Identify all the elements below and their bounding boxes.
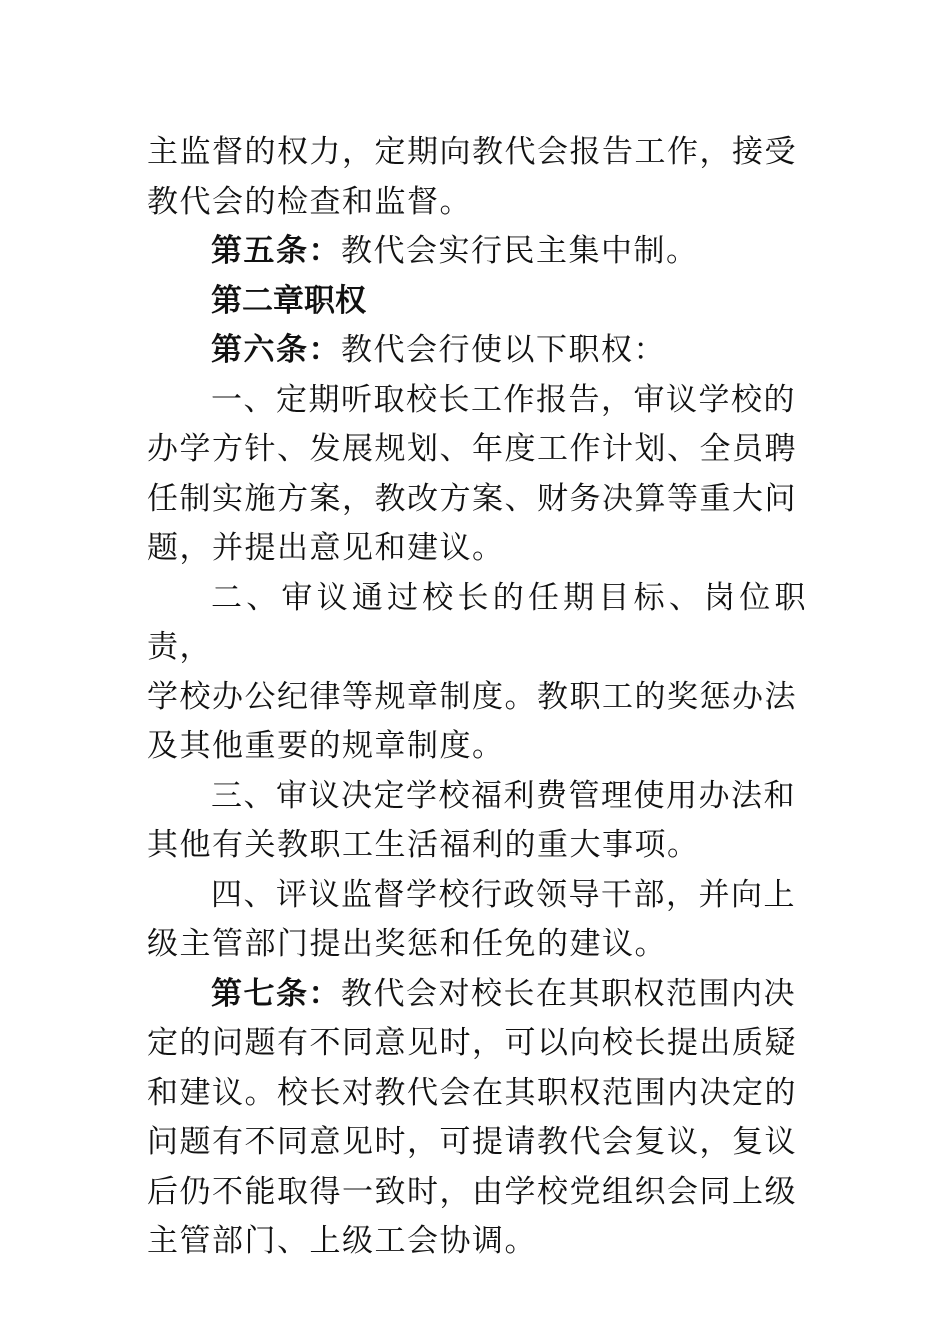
text-line: 任制实施方案，教改方案、财务决算等重大问 — [147, 480, 797, 517]
article-6-label: 第六条： — [211, 332, 341, 368]
article-5 — [147, 227, 807, 277]
text-line: 主监督的权力，定期向教代会报告工作，接受 — [147, 134, 797, 170]
power-item-3 — [147, 772, 807, 871]
article-6 — [147, 326, 807, 376]
article-7 — [147, 970, 807, 1267]
article-5-label: 第五条： — [211, 233, 341, 269]
chapter-2-title: 第二章职权 — [211, 282, 366, 319]
text-line: 题，并提出意见和建议。 — [147, 530, 505, 566]
text-line: 一、定期听取校长工作报告，审议学校的 — [211, 381, 796, 418]
text-line: 三、审议决定学校福利费管理使用办法和 — [211, 777, 796, 814]
continuation-paragraph — [147, 128, 807, 227]
text-line: 教代会对校长在其职权范围内决 — [341, 975, 796, 1012]
text-line: 学校办公纪律等规章制度。教职工的奖惩办法 — [147, 678, 797, 715]
power-item-1 — [147, 376, 807, 574]
text-line: 四、评议监督学校行政领导干部，并向上 — [211, 876, 796, 913]
text-line: 定的问题有不同意见时，可以向校长提出质疑 — [147, 1025, 797, 1061]
power-item-2 — [147, 574, 807, 772]
text-line: 和建议。校长对教代会在其职权范围内决定的 — [147, 1074, 797, 1111]
text-line: 办学方针、发展规划、年度工作计划、全员聘 — [147, 431, 797, 467]
text-line: 主管部门、上级工会协调。 — [147, 1223, 537, 1259]
article-5-text: 教代会实行民主集中制。 — [341, 233, 699, 269]
power-item-4 — [147, 871, 807, 970]
text-line: 问题有不同意见时，可提请教代会复议，复议 — [147, 1124, 797, 1160]
article-7-label: 第七条： — [211, 975, 341, 1012]
text-line: 及其他重要的规章制度。 — [147, 728, 505, 764]
text-line: 其他有关教职工生活福利的重大事项。 — [147, 827, 700, 863]
text-line: 二、审议通过校长的任期目标、岗位职责， — [147, 579, 807, 665]
text-line: 级主管部门提出奖惩和任免的建议。 — [147, 926, 667, 962]
article-6-text: 教代会行使以下职权： — [341, 332, 666, 368]
text-line: 后仍不能取得一致时，由学校党组织会同上级 — [147, 1173, 797, 1210]
text-line: 教代会的检查和监督。 — [147, 183, 472, 220]
document-body — [147, 128, 807, 1267]
